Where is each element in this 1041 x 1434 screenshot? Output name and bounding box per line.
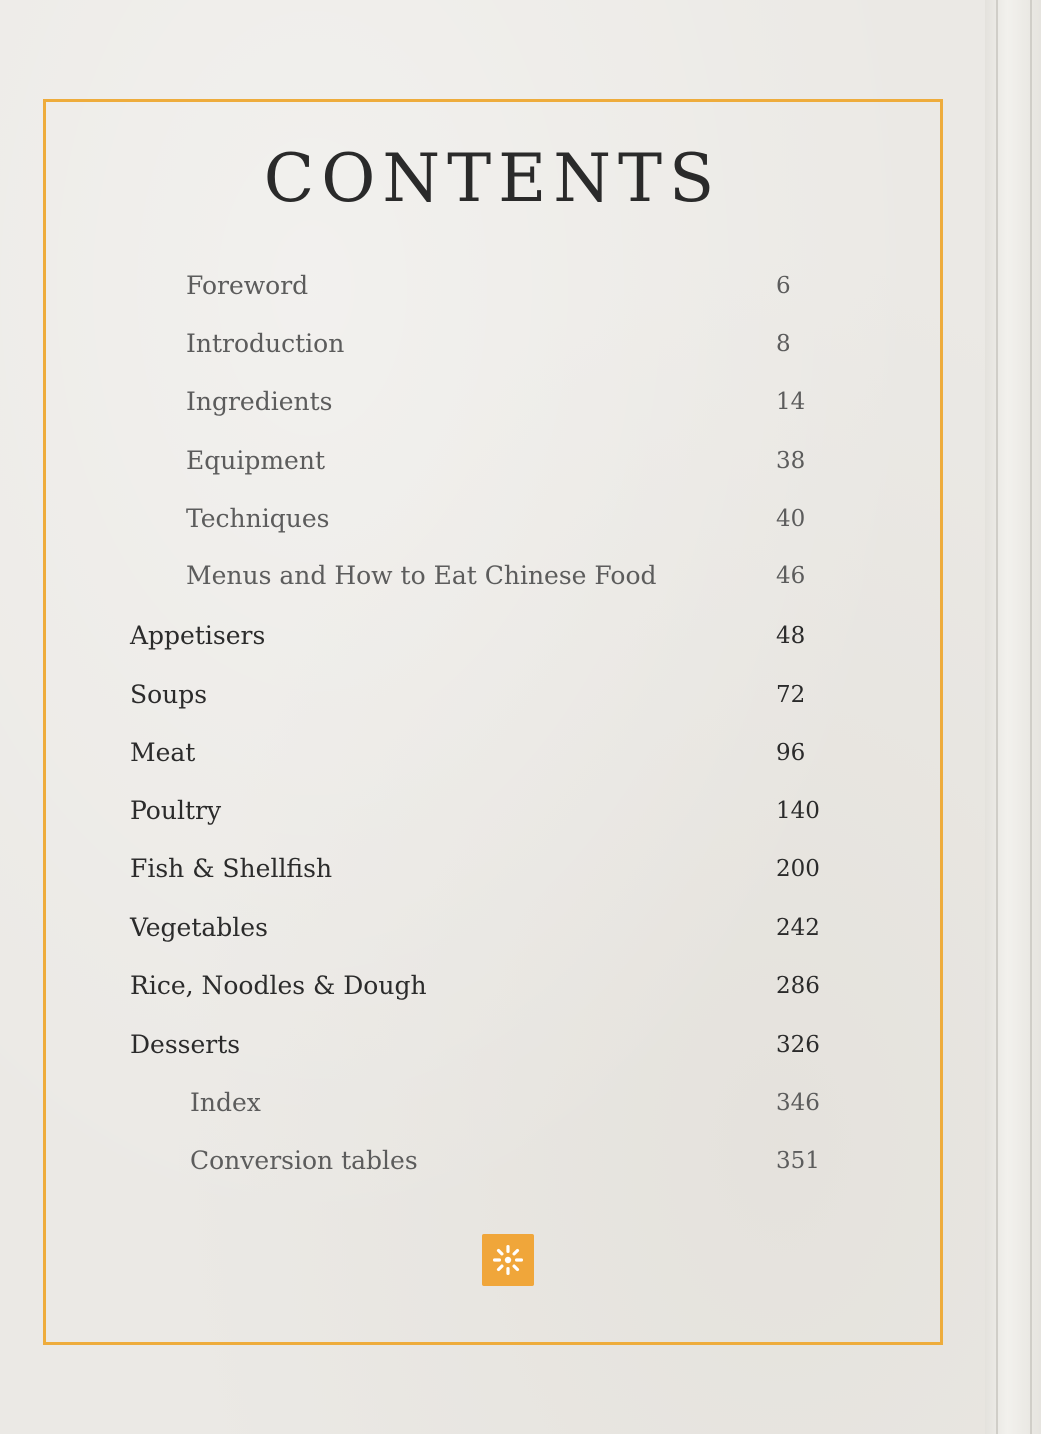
toc-entry-page: 8 — [776, 331, 791, 357]
toc-entry[interactable] — [0, 791, 985, 831]
toc-entry-label: Foreword — [186, 271, 309, 300]
toc-entry[interactable] — [0, 266, 985, 306]
toc-entry-label: Vegetables — [130, 913, 268, 942]
page-edge-line — [1030, 0, 1032, 1434]
toc-entry-label: Menus and How to Eat Chinese Food — [186, 561, 657, 590]
page-title: CONTENTS — [263, 140, 722, 217]
toc-entry-label: Poultry — [130, 796, 222, 825]
flower-icon — [482, 1234, 534, 1286]
toc-entry-label: Fish & Shellfish — [130, 854, 333, 883]
toc-entry-page: 48 — [776, 623, 806, 649]
toc-entry[interactable] — [0, 556, 985, 596]
toc-entry-page: 351 — [776, 1148, 820, 1174]
toc-entry-page: 40 — [776, 506, 806, 532]
toc-entry[interactable] — [0, 499, 985, 539]
toc-entry[interactable] — [0, 382, 985, 422]
toc-entry[interactable] — [0, 733, 985, 773]
toc-entry[interactable] — [0, 1083, 985, 1123]
toc-entry[interactable] — [0, 849, 985, 889]
toc-entry-label: Rice, Noodles & Dough — [130, 971, 427, 1000]
toc-entry-page: 14 — [776, 389, 806, 415]
toc-entry-page: 6 — [776, 273, 791, 299]
toc-entry-page: 96 — [776, 740, 806, 766]
toc-entry-label: Ingredients — [186, 387, 333, 416]
toc-entry-page: 72 — [776, 682, 806, 708]
toc-entry-label: Conversion tables — [190, 1146, 418, 1175]
toc-entry-label: Meat — [130, 738, 196, 767]
toc-entry-page: 140 — [776, 798, 820, 824]
toc-entry-page: 200 — [776, 856, 820, 882]
toc-entry[interactable] — [0, 324, 985, 364]
page-edge — [985, 0, 1041, 1434]
toc-entry-label: Desserts — [130, 1030, 241, 1059]
toc-entry-label: Index — [190, 1088, 261, 1117]
toc-entry-label: Soups — [130, 680, 208, 709]
toc-entry-page: 46 — [776, 563, 806, 589]
toc-entry[interactable] — [0, 908, 985, 948]
toc-entry-label: Equipment — [186, 446, 326, 475]
toc-entry-label: Techniques — [186, 504, 330, 533]
toc-entry-label: Introduction — [186, 329, 345, 358]
toc-entry-page: 242 — [776, 915, 820, 941]
toc-entry[interactable] — [0, 616, 985, 656]
toc-entry[interactable] — [0, 1025, 985, 1065]
toc-entry[interactable] — [0, 441, 985, 481]
toc-entry-page: 286 — [776, 973, 820, 999]
page-edge-line — [996, 0, 998, 1434]
toc-entry-page: 346 — [776, 1090, 820, 1116]
toc-entry[interactable] — [0, 966, 985, 1006]
toc-entry[interactable] — [0, 1141, 985, 1181]
toc-entry-label: Appetisers — [130, 621, 266, 650]
toc-entry-page: 326 — [776, 1032, 820, 1058]
toc-entry-page: 38 — [776, 448, 806, 474]
toc-entry[interactable] — [0, 675, 985, 715]
